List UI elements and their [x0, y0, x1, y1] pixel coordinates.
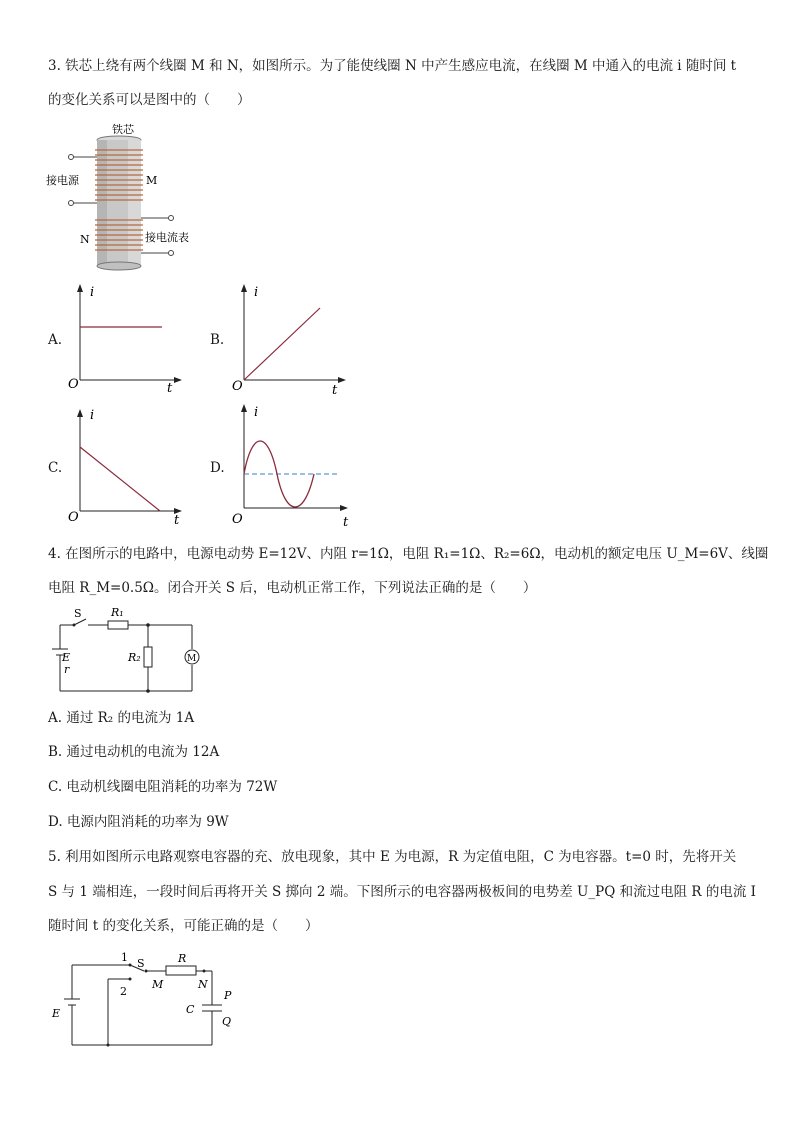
q5-text-line1: 5. 利用如图所示电路观察电容器的充、放电现象，其中 E 为电源，R 为定值电阻，C 为电容器。t=0 时，先将开关: [48, 849, 737, 865]
q3-c-y-label: i: [90, 408, 95, 423]
q4-fig-switch-label: S: [74, 607, 82, 620]
q3-option-d-graph[interactable]: [224, 400, 359, 530]
q3-option-a-graph[interactable]: [60, 280, 190, 395]
q3-a-origin-label: O: [68, 377, 79, 392]
q3-d-x-label: t: [343, 515, 349, 530]
q3-b-origin-label: O: [232, 379, 243, 394]
q5-fig-terminal1-label: 1: [121, 951, 128, 964]
q4-option-c[interactable]: C. 电动机线圈电阻消耗的功率为 72W: [48, 779, 278, 795]
q5-fig-p-label: P: [224, 989, 232, 1002]
q3-b-x-label: t: [332, 383, 338, 398]
q3-option-c-graph[interactable]: [60, 405, 190, 527]
q4-text-line2: 电阻 R_M=0.5Ω。闭合开关 S 后，电动机正常工作，下列说法正确的是（ ）: [48, 580, 537, 596]
q5-fig-m-label: M: [152, 978, 164, 991]
q4-option-d[interactable]: D. 电源内阻消耗的功率为 9W: [48, 814, 229, 830]
q3-fig-source-label: 接电源: [46, 174, 79, 187]
q5-fig-emf-label: E: [52, 1007, 61, 1020]
q3-fig-coil-n-label: N: [80, 233, 90, 246]
q5-fig-switch-label: S: [137, 957, 145, 970]
q4-fig-emf-label: E: [62, 651, 71, 664]
q3-c-x-label: t: [174, 513, 180, 528]
q3-d-origin-label: O: [232, 512, 243, 527]
q5-fig-q-label: Q: [222, 1015, 232, 1028]
q5-fig-terminal2-label: 2: [120, 985, 127, 998]
q4-fig-r1-label: R₁: [111, 606, 124, 619]
q5-rc-circuit-figure: [46, 945, 251, 1057]
q4-option-b[interactable]: B. 通过电动机的电流为 12A: [48, 744, 220, 760]
q5-fig-cap-label: C: [186, 1003, 195, 1016]
q3-fig-meter-label: 接电流表: [145, 231, 189, 244]
q3-c-origin-label: O: [68, 510, 79, 525]
q4-circuit-figure: [52, 603, 212, 698]
q3-text-line1: 3. 铁芯上绕有两个线圈 M 和 N，如图所示。为了能使线圈 N 中产生感应电流，在线圈 M 中通入的电流 i 随时间 t: [48, 58, 737, 74]
q5-fig-n-label: N: [198, 978, 208, 991]
q4-option-a[interactable]: A. 通过 R₂ 的电流为 1A: [48, 710, 195, 726]
q3-b-y-label: i: [254, 285, 259, 300]
q3-option-d-letter[interactable]: D.: [210, 460, 225, 476]
q3-iron-core-figure: [40, 118, 210, 278]
q4-text-line1: 4. 在图所示的电路中，电源电动势 E=12V、内阻 r=1Ω，电阻 R₁=1Ω、R₂=6Ω，电动机的额定电压 U_M=6V、线圈: [48, 546, 769, 562]
q3-fig-coil-m-label: M: [146, 174, 158, 187]
q3-fig-core-label: 铁芯: [112, 123, 134, 136]
q3-d-y-label: i: [254, 405, 259, 420]
q4-fig-motor-label: M: [187, 654, 197, 664]
q3-option-b-letter[interactable]: B.: [210, 332, 225, 348]
q3-option-b-graph[interactable]: [224, 280, 354, 398]
q3-a-y-label: i: [90, 285, 95, 300]
q5-fig-resistor-label: R: [178, 952, 187, 965]
q3-option-a-letter[interactable]: A.: [48, 332, 63, 348]
q5-text-line2: S 与 1 端相连，一段时间后再将开关 S 掷向 2 端。下图所示的电容器两极板间的电势差 U_PQ 和流过电阻 R 的电流 I: [48, 884, 756, 900]
q3-a-x-label: t: [167, 381, 173, 396]
q5-text-line3: 随时间 t 的变化关系，可能正确的是（ ）: [48, 918, 319, 934]
q3-option-c-letter[interactable]: C.: [48, 460, 63, 476]
q3-text-line2: 的变化关系可以是图中的（ ）: [48, 92, 251, 108]
q4-fig-r-label: r: [64, 663, 70, 676]
q4-fig-r2-label: R₂: [128, 651, 141, 664]
